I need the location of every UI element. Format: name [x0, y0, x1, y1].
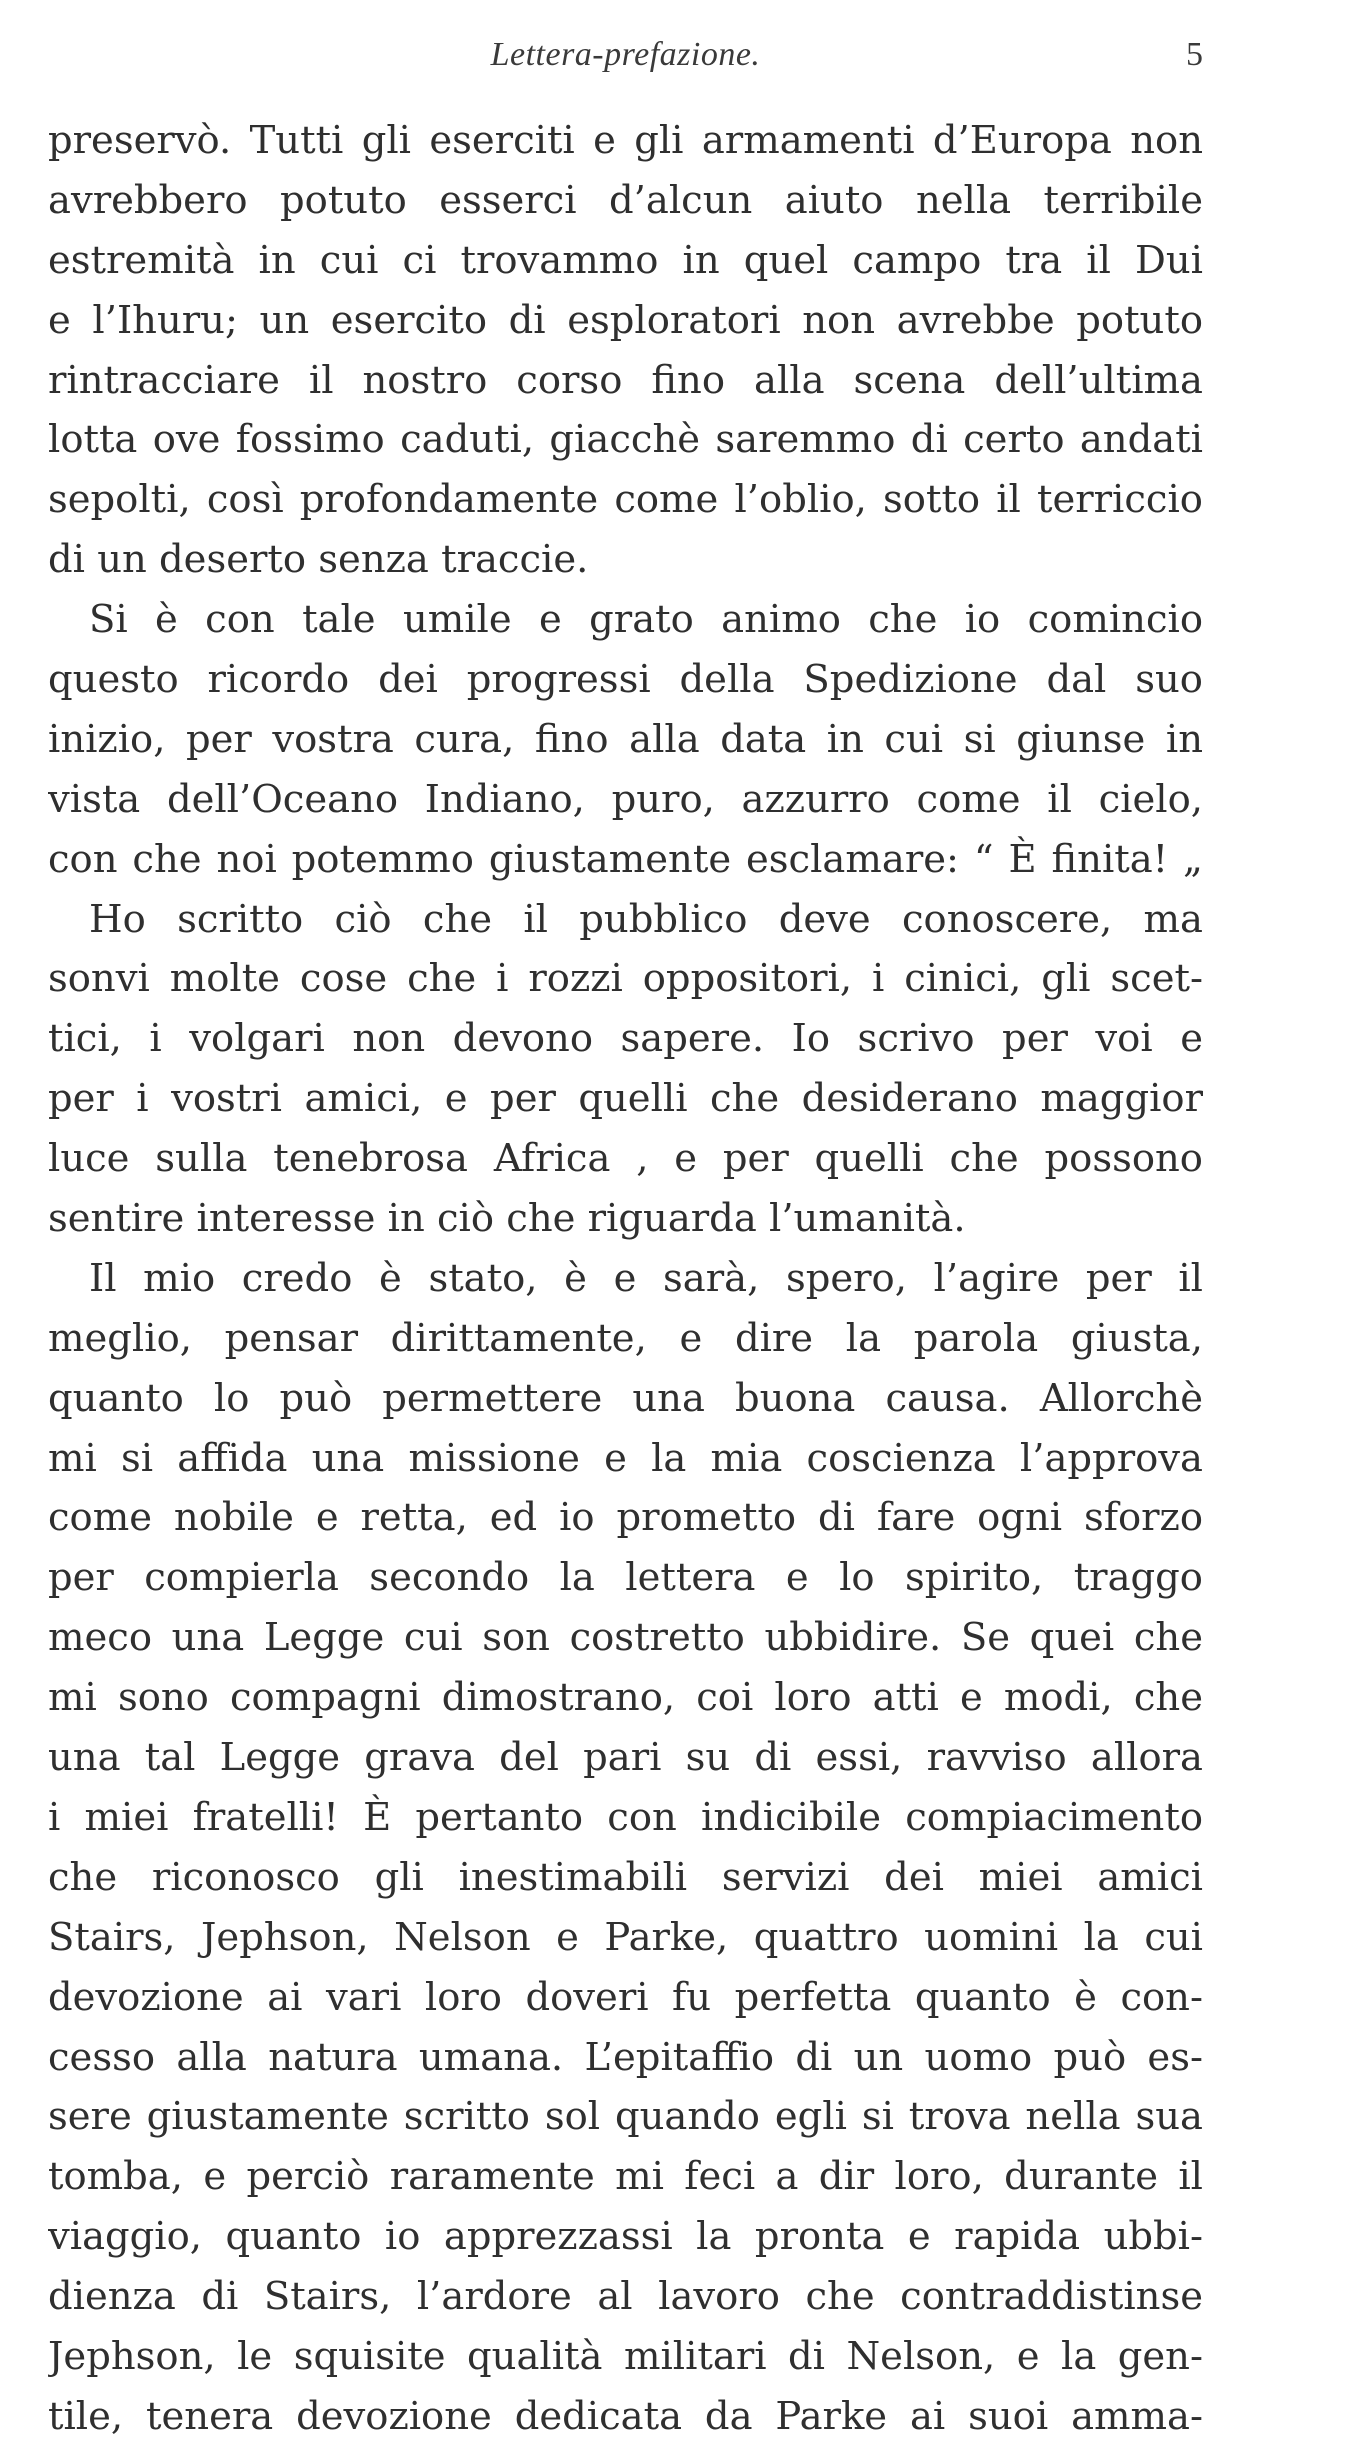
- text-line: i miei fratelli! È pertanto con indicibile compiacimento: [48, 1794, 1203, 1840]
- text-line: sentire interesse in ciò che riguarda l’umanità.: [48, 1196, 966, 1242]
- text-line: tile, tenera devozione dedicata da Parke ai suoi amma-: [48, 2393, 1203, 2439]
- text-line: estremità in cui ci trovammo in quel campo tra il Dui: [48, 237, 1203, 283]
- text-line: una tal Legge grava del pari su di essi, ravviso allora: [48, 1735, 1203, 1781]
- text-line: meco una Legge cui son costretto ubbidire. Se quei che: [48, 1615, 1203, 1661]
- text-line: sere giustamente scritto sol quando egli si trova nella sua: [48, 2094, 1203, 2140]
- running-title: Lettera-prefazione.: [490, 36, 761, 73]
- text-line: rintracciare il nostro corso fino alla scena dell’ultima: [48, 357, 1203, 403]
- text-line: preservò. Tutti gli eserciti e gli armamenti d’Europa non: [48, 118, 1203, 163]
- text-line: lotta ove fossimo caduti, giacchè saremmo di certo andati: [48, 417, 1203, 463]
- text-line: mi sono compagni dimostrano, coi loro atti e modi, che: [48, 1675, 1203, 1721]
- text-line: avrebbero potuto esserci d’alcun aiuto nella terribile: [48, 177, 1203, 223]
- text-line: cesso alla natura umana. L’epitaffio di un uomo può es-: [48, 2034, 1203, 2080]
- body-text: [48, 111, 1203, 2447]
- text-line: tomba, e perciò raramente mi feci a dir loro, durante il: [48, 2154, 1203, 2200]
- text-line: mi si affida una missione e la mia coscienza l’approva: [48, 1435, 1203, 1481]
- paragraph-first-line: Si è con tale umile e grato animo che io comincio: [89, 597, 1203, 643]
- text-line: dienza di Stairs, l’ardore al lavoro che contraddistinse: [48, 2274, 1203, 2320]
- text-line: inizio, per vostra cura, fino alla data in cui si giunse in: [48, 716, 1203, 762]
- text-line: che riconosco gli inestimabili servizi dei miei amici: [48, 1854, 1203, 1900]
- text-line: Jephson, le squisite qualità militari di Nelson, e la gen-: [48, 2333, 1203, 2379]
- text-line: luce sulla tenebrosa Africa , e per quelli che possono: [48, 1136, 1203, 1182]
- text-line: meglio, pensar dirittamente, e dire la parola giusta,: [48, 1315, 1203, 1361]
- page-number: 5: [1186, 36, 1203, 73]
- text-line: vista dell’Oceano Indiano, puro, azzurro come il cielo,: [48, 776, 1203, 822]
- text-line: per i vostri amici, e per quelli che desiderano maggior: [48, 1076, 1203, 1122]
- text-line: sonvi molte cose che i rozzi oppositori, i cinici, gli scet-: [48, 956, 1203, 1002]
- paragraph-first-line: Ho scritto ciò che il pubblico deve conoscere, ma: [89, 896, 1203, 942]
- text-line: quanto lo può permettere una buona causa. Allorchè: [48, 1375, 1203, 1421]
- text-line: di un deserto senza traccie.: [48, 537, 589, 583]
- text-line: con che noi potemmo giustamente esclamare: “ È finita! „: [48, 836, 1203, 882]
- text-line: Stairs, Jephson, Nelson e Parke, quattro uomini la cui: [48, 1914, 1203, 1960]
- text-line: questo ricordo dei progressi della Spedizione dal suo: [48, 657, 1203, 703]
- paragraph-first-line: Il mio credo è stato, è e sarà, spero, l’agire per il: [89, 1255, 1203, 1301]
- text-line: tici, i volgari non devono sapere. Io scrivo per voi e: [48, 1016, 1203, 1062]
- text-line: devozione ai vari loro doveri fu perfetta quanto è con-: [48, 1974, 1203, 2020]
- text-line: come nobile e retta, ed io prometto di fare ogni sforzo: [48, 1495, 1203, 1541]
- running-head: [48, 36, 1203, 86]
- text-line: per compierla secondo la lettera e lo spirito, traggo: [48, 1555, 1203, 1601]
- text-line: e l’Ihuru; un esercito di esploratori non avrebbe potuto: [48, 297, 1203, 343]
- text-line: sepolti, così profondamente come l’oblio, sotto il terriccio: [48, 477, 1203, 523]
- text-line: viaggio, quanto io apprezzassi la pronta e rapida ubbi-: [48, 2214, 1203, 2260]
